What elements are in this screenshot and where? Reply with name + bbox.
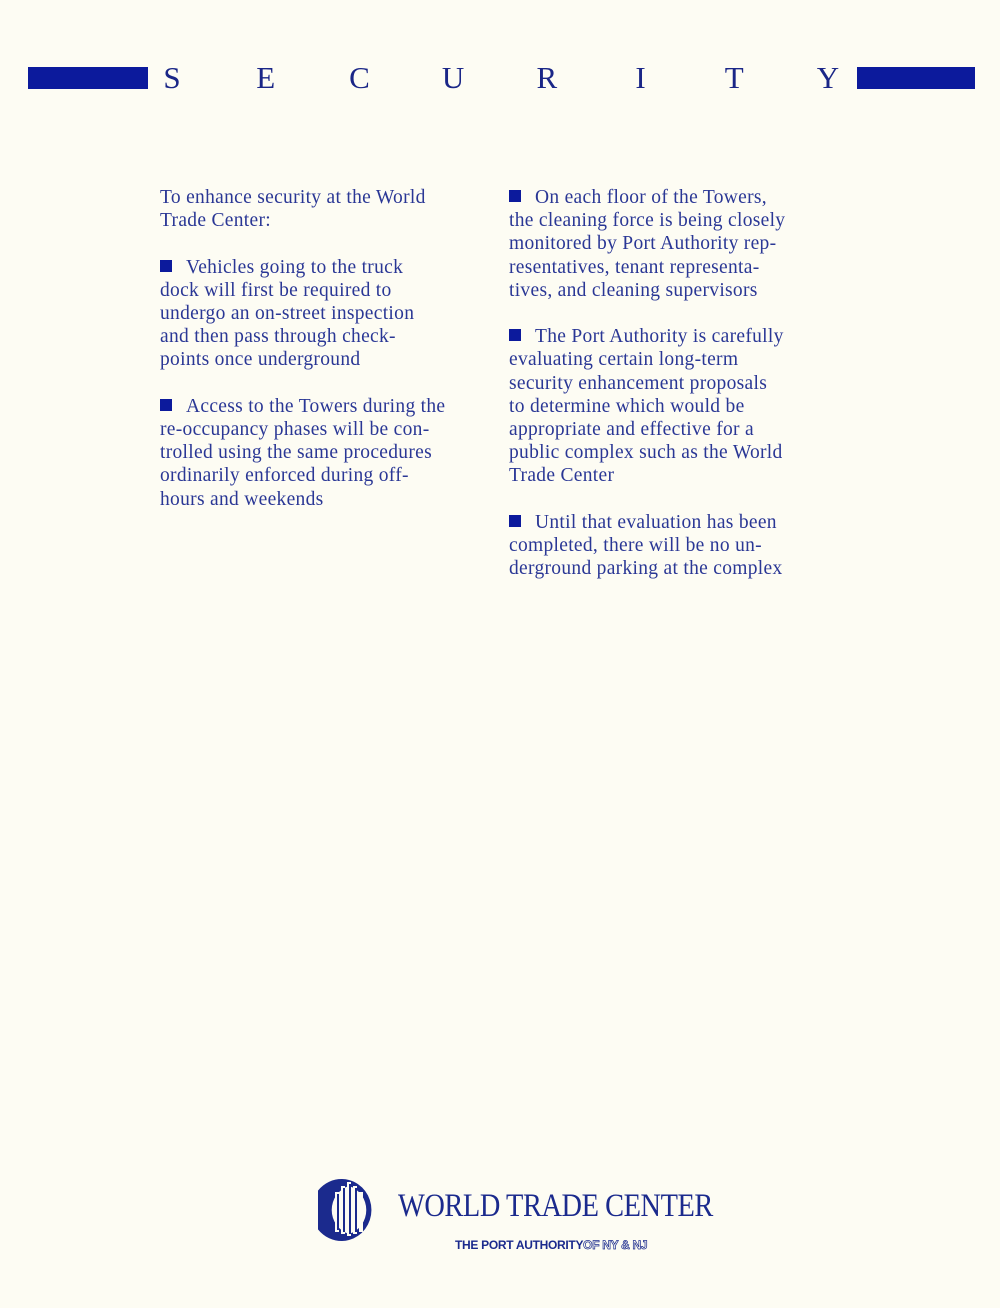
bullet-square-icon (509, 515, 521, 527)
title-letter: E (256, 60, 276, 95)
text-line: and then pass through check- (160, 326, 396, 348)
text-line: to determine which would be (509, 395, 745, 417)
text-line: derground parking at the complex (509, 558, 783, 580)
text-line: undergo an on-street inspection (160, 303, 415, 324)
text-line: Until that evaluation has been (509, 511, 849, 534)
bullet-item (509, 325, 849, 487)
text-line: completed, there will be no un- (509, 535, 762, 557)
text-line: Vehicles going to the truck (160, 256, 500, 279)
bullet-item (160, 256, 500, 372)
text-line: monitored by Port Authority rep- (509, 233, 777, 255)
footer-subtitle (455, 1238, 647, 1252)
bullet-item (509, 186, 849, 302)
header-rule-right (857, 67, 975, 89)
bullet-square-icon (509, 329, 521, 341)
bullet-square-icon (160, 399, 172, 411)
text-line: trolled using the same procedures (160, 442, 432, 464)
title-letter: T (724, 60, 744, 95)
intro-paragraph (160, 186, 500, 232)
text-line: Trade Center: (160, 210, 271, 232)
text-line: Trade Center (509, 465, 615, 487)
text-line: evaluating certain long-term (509, 349, 739, 371)
text-line: public complex such as the World (509, 442, 783, 464)
text-line: re-occupancy phases will be con- (160, 419, 430, 440)
footer-subtitle-bold: THE PORT AUTHORITY (455, 1238, 584, 1252)
text-line: security enhancement proposals (509, 372, 768, 394)
bullet-item (509, 511, 849, 581)
title-letter: S (163, 60, 181, 95)
footer-subtitle-outline: OF NY & NJ (583, 1238, 648, 1252)
bullet-item (160, 395, 500, 511)
footer-brand-name: WORLD TRADE CENTER (398, 1188, 713, 1224)
text-line: tives, and cleaning supervisors (509, 279, 758, 301)
bullet-square-icon (160, 260, 172, 272)
text-line: The Port Authority is carefully (509, 325, 849, 348)
title-letter: I (635, 60, 646, 95)
text-line: ordinarily enforced during off- (160, 465, 409, 487)
left-column (160, 186, 500, 534)
text-line: hours and weekends (160, 488, 324, 510)
wtc-logo-icon (318, 1178, 380, 1242)
page-title (160, 58, 840, 98)
text-line: Access to the Towers during the (160, 395, 500, 418)
title-letter: C (349, 60, 370, 95)
bullet-square-icon (509, 190, 521, 202)
text-line: On each floor of the Towers, (509, 186, 849, 209)
header-rule-left (28, 67, 148, 89)
title-letter: Y (816, 60, 840, 95)
text-line: dock will first be required to (160, 279, 392, 301)
text-line: To enhance security at the World (160, 187, 426, 208)
title-letter: R (536, 60, 558, 95)
text-line: appropriate and effective for a (509, 419, 754, 441)
text-line: the cleaning force is being closely (509, 210, 786, 232)
text-line: resentatives, tenant representa- (509, 256, 760, 278)
text-line: points once underground (160, 349, 361, 371)
title-letter: U (441, 60, 465, 95)
right-column (509, 186, 849, 604)
